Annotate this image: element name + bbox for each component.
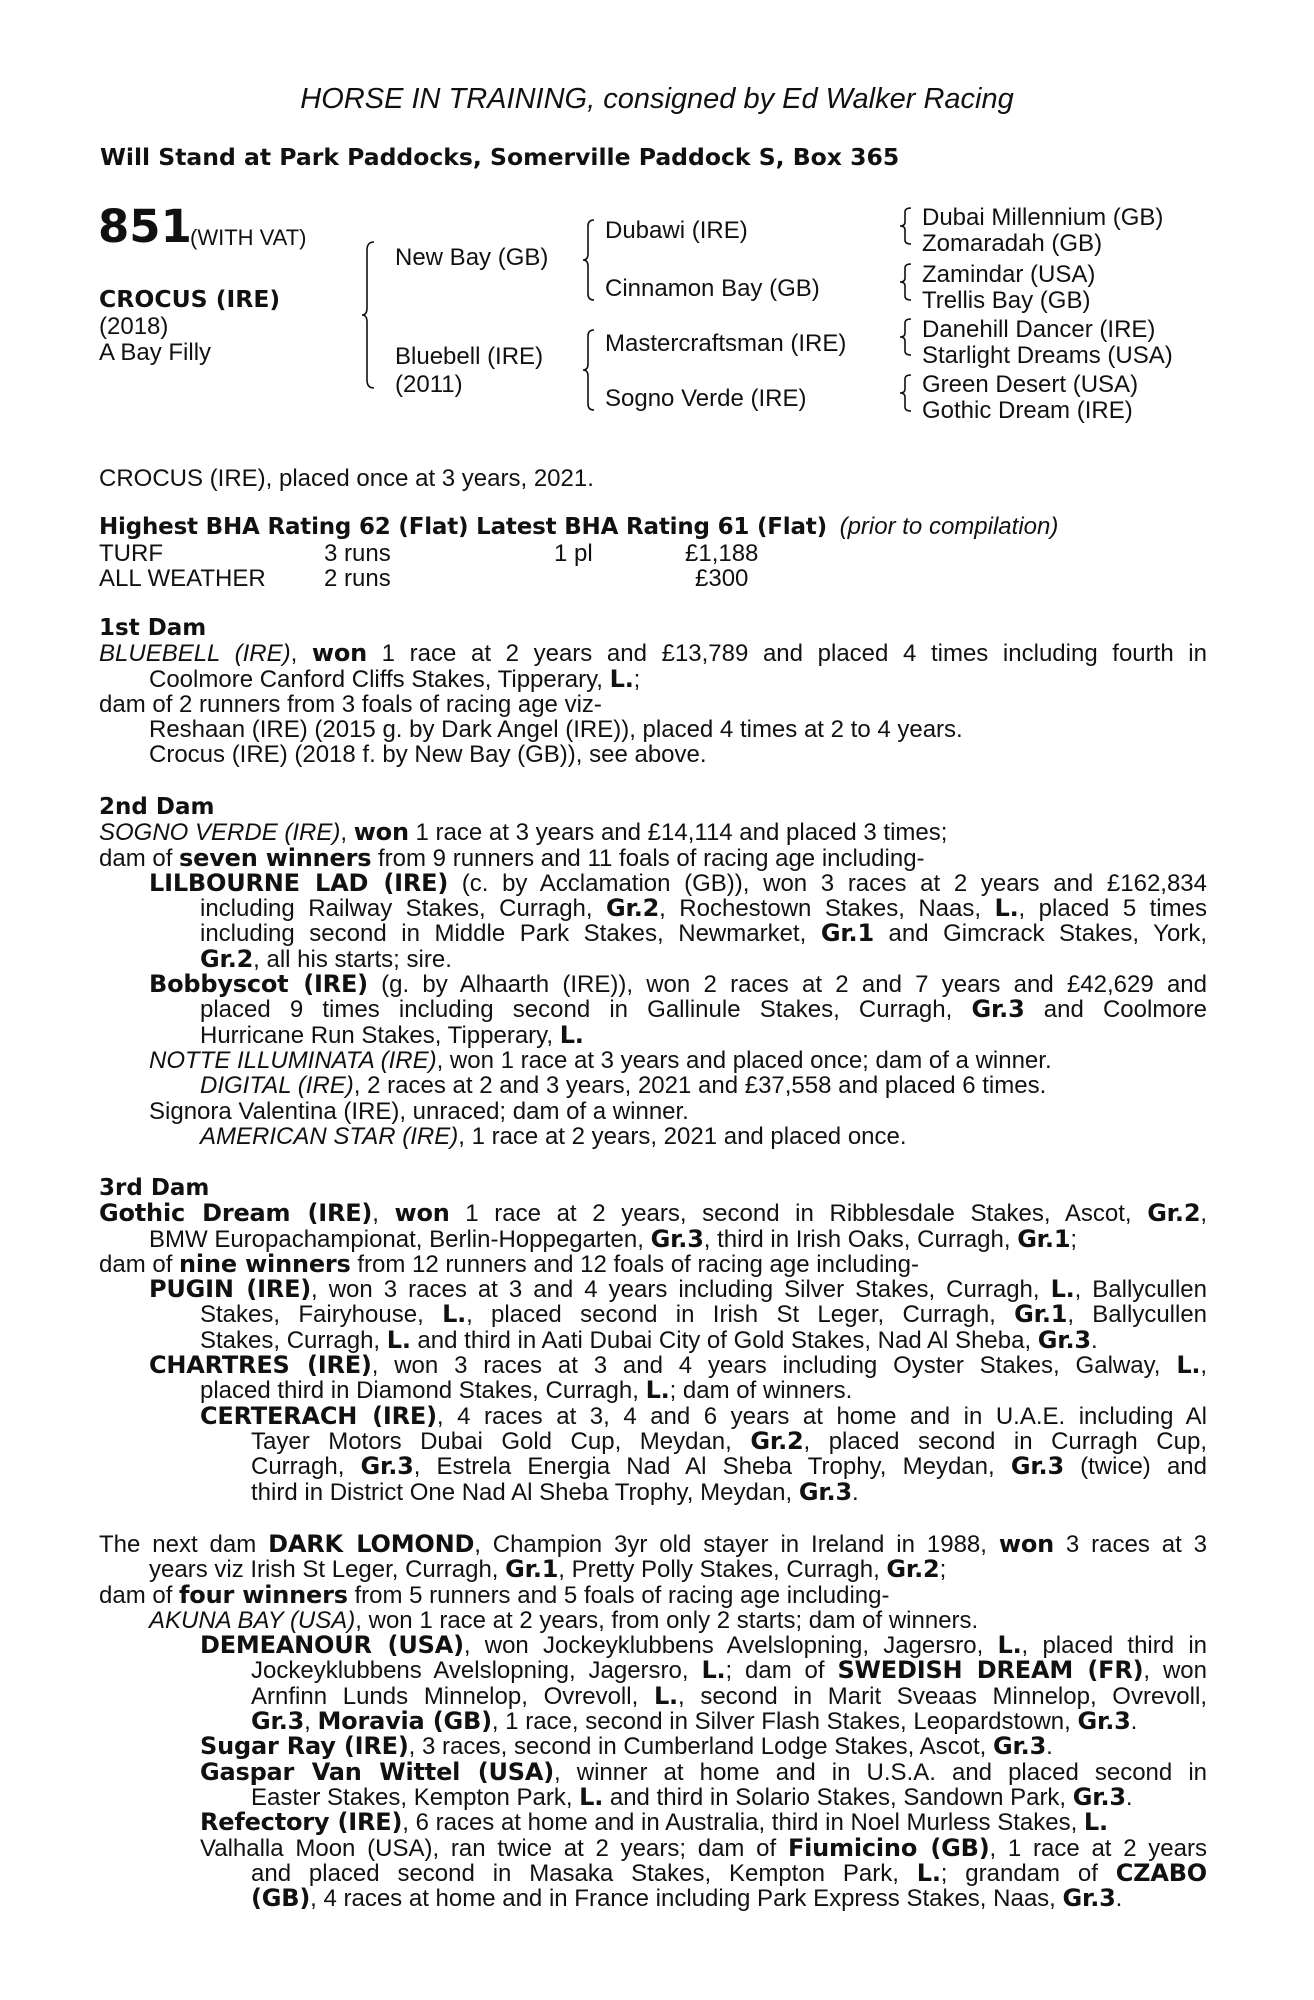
- bold-text: Refectory (IRE): [200, 1808, 403, 1837]
- produce-line: [99, 1302, 1207, 1327]
- first-dam-section: [99, 616, 1207, 768]
- italic-text: NOTTE ILLUMINATA (IRE): [149, 1046, 437, 1074]
- text-fragment: , Ballycullen: [1074, 1276, 1208, 1304]
- text-fragment: .: [1090, 1326, 1098, 1354]
- text-fragment: , Ballycullen: [1067, 1301, 1208, 1329]
- bold-text: Gr.3: [1077, 1707, 1131, 1736]
- text-fragment: The next dam: [99, 1531, 269, 1558]
- brace-g4: [899, 373, 913, 413]
- bold-text: Gr.1: [1014, 1300, 1068, 1329]
- text-fragment: Arnfinn Lunds Minnelop, Ovrevoll,: [251, 1682, 654, 1710]
- dam-line: [99, 1249, 1207, 1278]
- pedigree-sds: Zamindar (USA): [922, 261, 1096, 288]
- pedigree-dam-dam: Sogno Verde (IRE): [605, 385, 807, 412]
- page-title: HORSE IN TRAINING, consigned by Ed Walker Racing: [300, 83, 1014, 115]
- bold-text: CHARTRES (IRE): [149, 1351, 372, 1380]
- produce-line: [99, 1378, 1207, 1403]
- text-fragment: ; dam of: [725, 1657, 838, 1685]
- bold-text: L.: [997, 1631, 1022, 1660]
- produce-line: [99, 1401, 1207, 1430]
- produce-line: [99, 1426, 1207, 1455]
- bold-text: won: [311, 639, 368, 668]
- bold-text: L.: [559, 1020, 584, 1049]
- text-fragment: , placed second in Curragh Cup,: [803, 1427, 1207, 1455]
- text-fragment: , all his starts; sire.: [253, 945, 452, 973]
- text-fragment: , third in Irish Oaks, Curragh,: [703, 1225, 1018, 1253]
- produce-line: [99, 1658, 1207, 1683]
- text-fragment: , 4 races at home and in France including Park Express Stakes, Naas,: [310, 1885, 1063, 1913]
- italic-text: BLUEBELL (IRE): [99, 640, 291, 668]
- text-fragment: and placed second in Masaka Stakes, Kempton Park,: [251, 1859, 917, 1887]
- ratings-table: [99, 541, 799, 591]
- text-fragment: Easter Stakes, Kempton Park,: [251, 1783, 580, 1811]
- text-fragment: ;: [633, 665, 641, 693]
- bold-text: L.: [1176, 1351, 1201, 1380]
- italic-text: DIGITAL (IRE): [200, 1072, 354, 1100]
- text-fragment: 3 races at 3: [1054, 1531, 1207, 1558]
- italic-text: AKUNA BAY (USA): [149, 1606, 356, 1634]
- text-fragment: ,: [304, 1708, 318, 1736]
- pedigree-dsd: Starlight Dreams (USA): [922, 342, 1173, 369]
- pedigree-dds: Green Desert (USA): [922, 371, 1139, 398]
- ratings-heading-text: Highest BHA Rating 62 (Flat) Latest BHA Rating 61 (Flat): [99, 514, 827, 540]
- second-dam-section: [99, 795, 1207, 1149]
- text-fragment: , 3 races, second in Cumberland Lodge Stakes, Ascot,: [408, 1733, 993, 1761]
- third-dam-section: [99, 1176, 1207, 1505]
- produce-line: [99, 1325, 1207, 1354]
- dam-line: [99, 692, 1207, 717]
- bold-text: CERTERACH (IRE): [200, 1401, 437, 1430]
- text-fragment: .: [1046, 1733, 1053, 1761]
- next-dam-section: [99, 1532, 1207, 1911]
- bold-text: (GB): [251, 1884, 311, 1913]
- text-fragment: ,: [1200, 1352, 1208, 1380]
- text-fragment: ,: [340, 819, 354, 847]
- bold-text: Gr.3: [992, 1732, 1047, 1761]
- text-fragment: , won Jockeyklubbens Avelslopning, Jagersro,: [463, 1632, 998, 1660]
- text-fragment: (twice) and: [1063, 1453, 1208, 1481]
- bold-text: won: [353, 818, 409, 847]
- produce-line: [99, 868, 1207, 897]
- bold-text: DEMEANOUR (USA): [200, 1631, 464, 1660]
- bold-text: won: [998, 1530, 1054, 1558]
- text-fragment: from 9 runners and 11 foals of racing age including-: [371, 844, 925, 872]
- dam-line-brace: [582, 328, 596, 412]
- bold-text: Gr.3: [798, 1477, 852, 1506]
- dam-line: [99, 1201, 1207, 1226]
- ratings-placed: 1 pl: [554, 540, 593, 567]
- bold-text: Gr.3: [650, 1224, 704, 1253]
- pedigree-ddd: Gothic Dream (IRE): [922, 397, 1133, 424]
- dam-line: [99, 1224, 1207, 1253]
- pedigree-ssd: Zomaradah (GB): [922, 230, 1103, 257]
- pedigree-sdd: Trellis Bay (GB): [922, 287, 1091, 314]
- text-fragment: (g. by Alhaarth (IRE)), won 2 races at 2 and 7 years and £42,629 and: [367, 971, 1208, 999]
- pedigree-dam-year: (2011): [395, 371, 463, 398]
- pedigree-dam-sire: Mastercraftsman (IRE): [605, 330, 847, 357]
- text-fragment: placed third in Diamond Stakes, Curragh,: [200, 1377, 646, 1405]
- text-fragment: Tayer Motors Dubai Gold Cup, Meydan,: [251, 1427, 751, 1455]
- produce-line: [99, 1277, 1207, 1302]
- bold-text: DARK LOMOND: [268, 1530, 475, 1558]
- text-fragment: .: [1115, 1885, 1123, 1913]
- sire-line-brace: [582, 218, 596, 302]
- bold-text: L.: [916, 1858, 941, 1887]
- text-fragment: placed 9 times including second in Gallinule Stakes, Curragh,: [200, 996, 972, 1024]
- vat-note: (WITH VAT): [190, 225, 307, 250]
- section-heading: 3rd Dam: [99, 1175, 210, 1201]
- bold-text: Fiumicino (GB): [787, 1833, 990, 1862]
- pedigree-sire-dam: Cinnamon Bay (GB): [605, 275, 820, 302]
- text-fragment: .: [851, 1478, 859, 1506]
- text-fragment: , second in Marit Sveaas Minnelop, Ovrevoll,: [677, 1682, 1207, 1710]
- produce-line: [99, 1608, 1207, 1633]
- brace-g3: [899, 317, 913, 357]
- produce-line: [99, 1099, 1207, 1124]
- lot-number: 851: [98, 200, 192, 253]
- text-fragment: , won: [1143, 1657, 1207, 1685]
- text-fragment: , 1 race, second in Silver Flash Stakes, Leopardstown,: [491, 1708, 1078, 1736]
- text-fragment: , won 3 races at 3 and 4 years including Silver Stakes, Curragh,: [311, 1276, 1051, 1304]
- text-fragment: including Railway Stakes, Curragh,: [200, 895, 607, 923]
- text-fragment: , Champion 3yr old stayer in Ireland in 1988,: [474, 1531, 999, 1558]
- text-fragment: ,: [290, 640, 312, 668]
- ratings-prize: £300: [695, 565, 749, 592]
- text-fragment: , won 1 race at 3 years and placed once; dam of a winner.: [436, 1046, 1052, 1074]
- text-fragment: and Coolmore: [1024, 996, 1207, 1024]
- bold-text: Gr.2: [886, 1555, 940, 1584]
- bold-text: Gr.2: [750, 1426, 804, 1455]
- race-summary: CROCUS (IRE), placed once at 3 years, 2021.: [99, 465, 594, 492]
- bold-text: Gr.1: [1017, 1224, 1071, 1253]
- text-fragment: Jockeyklubbens Avelslopning, Jagersro,: [251, 1657, 702, 1685]
- text-fragment: .: [1125, 1783, 1133, 1811]
- ratings-prize: £1,188: [685, 540, 759, 567]
- ratings-heading: [99, 514, 1058, 539]
- ratings-surface: TURF: [99, 540, 163, 567]
- dam-line: [99, 1557, 1207, 1582]
- text-fragment: ,: [1200, 1200, 1207, 1228]
- ratings-runs: 2 runs: [324, 565, 391, 592]
- bold-text: LILBOURNE LAD (IRE): [149, 868, 449, 897]
- bold-text: L.: [386, 1325, 411, 1354]
- produce-line: [99, 1454, 1207, 1479]
- text-fragment: Hurricane Run Stakes, Tipperary,: [200, 1021, 560, 1049]
- text-fragment: including second in Middle Park Stakes, Newmarket,: [200, 920, 821, 948]
- bold-text: nine winners: [179, 1249, 351, 1278]
- bold-text: Gr.2: [200, 944, 254, 973]
- bold-text: Gothic Dream (IRE): [99, 1199, 373, 1228]
- text-fragment: ,: [372, 1200, 395, 1228]
- bold-text: Sugar Ray (IRE): [200, 1732, 409, 1761]
- bold-text: L.: [579, 1782, 604, 1811]
- text-fragment: .: [1130, 1708, 1138, 1736]
- dam-line: [99, 820, 1207, 845]
- text-fragment: dam of 2 runners from 3 foals of racing age viz-: [99, 690, 602, 718]
- text-fragment: 1 race at 2 years and £13,789 and placed 4 times including fourth in: [367, 640, 1207, 668]
- text-fragment: , Rochestown Stakes, Naas,: [659, 895, 995, 923]
- bold-text: CZABO: [1115, 1858, 1208, 1887]
- bold-text: Gr.3: [1062, 1884, 1116, 1913]
- dam-line: [99, 664, 1207, 693]
- text-fragment: , 6 races at home and in Australia, third in Noel Murless Stakes,: [402, 1809, 1084, 1837]
- bold-text: Gr.3: [1072, 1782, 1126, 1811]
- dam-line: [99, 1580, 1207, 1609]
- bold-text: Gaspar Van Wittel (USA): [200, 1757, 555, 1786]
- text-fragment: years viz Irish St Leger, Curragh,: [149, 1556, 506, 1584]
- bold-text: L.: [1083, 1808, 1108, 1837]
- bold-text: Gr.3: [1010, 1452, 1064, 1481]
- text-fragment: , 1 race at 2 years: [989, 1834, 1207, 1862]
- text-fragment: Crocus (IRE) (2018 f. by New Bay (GB)), see above.: [149, 741, 707, 769]
- dam-line: [99, 1532, 1207, 1557]
- produce-line: [99, 1886, 1207, 1911]
- text-fragment: (c. by Acclamation (GB)), won 3 races at 2 years and £162,834: [448, 869, 1207, 897]
- section-heading: 1st Dam: [99, 615, 207, 641]
- text-fragment: dam of: [99, 844, 180, 872]
- bold-text: Gr.1: [820, 919, 874, 948]
- produce-line: [99, 1020, 1207, 1049]
- produce-line: [99, 1073, 1207, 1098]
- text-fragment: , 1 race at 2 years, 2021 and placed once.: [458, 1122, 907, 1150]
- text-fragment: , won 3 races at 3 and 4 years including Oyster Stakes, Galway,: [371, 1352, 1177, 1380]
- bold-text: L.: [442, 1300, 467, 1329]
- text-fragment: ;: [1070, 1225, 1077, 1253]
- text-fragment: and third in Solario Stakes, Sandown Park,: [603, 1783, 1073, 1811]
- produce-line: [99, 1782, 1207, 1811]
- horse-year: (2018): [99, 313, 169, 340]
- bold-text: L.: [645, 1376, 670, 1405]
- produce-line: [99, 1353, 1207, 1378]
- produce-line: [99, 944, 1207, 973]
- section-heading: 2nd Dam: [99, 794, 215, 820]
- produce-line: [99, 972, 1207, 997]
- text-fragment: Coolmore Canford Cliffs Stakes, Tipperary,: [149, 665, 610, 693]
- brace-g2: [899, 262, 913, 302]
- text-fragment: , won 1 race at 2 years, from only 2 starts; dam of winners.: [355, 1606, 979, 1634]
- horse-name: CROCUS (IRE): [99, 285, 281, 313]
- pedigree-dam: Bluebell (IRE): [395, 343, 544, 370]
- text-fragment: and third in Aati Dubai City of Gold Stakes, Nad Al Sheba,: [410, 1326, 1038, 1354]
- produce-line: [99, 1709, 1207, 1734]
- bold-text: L.: [1050, 1275, 1075, 1304]
- produce-line: [99, 1810, 1207, 1835]
- produce-line: [99, 1757, 1207, 1786]
- text-fragment: Signora Valentina (IRE), unraced; dam of a winner.: [149, 1097, 689, 1125]
- ratings-surface: ALL WEATHER: [99, 565, 266, 592]
- text-fragment: , placed 5 times: [1018, 895, 1207, 923]
- text-fragment: , winner at home and in U.S.A. and placed second in: [554, 1758, 1207, 1786]
- produce-line: [99, 921, 1207, 946]
- produce-line: [99, 1858, 1208, 1887]
- text-fragment: third in District One Nad Al Sheba Trophy, Meydan,: [251, 1478, 799, 1506]
- produce-line: [99, 1048, 1207, 1073]
- bold-text: four winners: [179, 1580, 348, 1609]
- produce-line: [99, 1734, 1207, 1759]
- bold-text: Gr.1: [505, 1555, 559, 1584]
- text-fragment: Reshaan (IRE) (2015 g. by Dark Angel (IRE)), placed 4 times at 2 to 4 years.: [149, 716, 963, 744]
- bold-text: Gr.3: [251, 1707, 305, 1736]
- text-fragment: from 5 runners and 5 foals of racing age including-: [347, 1581, 890, 1609]
- brace-g1: [899, 206, 913, 246]
- produce-line: [99, 1633, 1207, 1658]
- bold-text: SWEDISH DREAM (FR): [837, 1656, 1144, 1685]
- text-fragment: , placed second in Irish St Leger, Curragh,: [466, 1301, 1015, 1329]
- text-fragment: 1 race at 2 years, second in Ribblesdale Stakes, Ascot,: [449, 1200, 1148, 1228]
- bold-text: PUGIN (IRE): [149, 1275, 312, 1304]
- produce-line: [99, 1124, 1207, 1149]
- bold-text: L.: [653, 1681, 678, 1710]
- stand-location: Will Stand at Park Paddocks, Somerville Paddock S, Box 365: [100, 143, 900, 171]
- bold-text: L.: [609, 664, 634, 693]
- text-fragment: ;: [939, 1556, 947, 1584]
- text-fragment: ; grandam of: [940, 1859, 1116, 1887]
- text-fragment: Stakes, Fairyhouse,: [200, 1301, 443, 1329]
- horse-description: A Bay Filly: [99, 339, 212, 366]
- produce-line: [99, 896, 1207, 921]
- text-fragment: ; dam of winners.: [669, 1377, 853, 1405]
- sire-dam-brace: [361, 240, 377, 390]
- text-fragment: Valhalla Moon (USA), ran twice at 2 years; dam of: [200, 1834, 788, 1862]
- bold-text: Gr.2: [606, 894, 660, 923]
- bold-text: L.: [994, 894, 1019, 923]
- bold-text: seven winners: [179, 843, 372, 872]
- dam-line: [99, 641, 1207, 666]
- text-fragment: , 4 races at 3, 4 and 6 years at home and in U.A.E. including Al: [436, 1402, 1207, 1430]
- bold-text: Moravia (GB): [317, 1707, 492, 1736]
- produce-line: [99, 1833, 1207, 1862]
- produce-line: [99, 742, 1207, 767]
- text-fragment: Curragh,: [251, 1453, 361, 1481]
- bold-text: L.: [701, 1656, 726, 1685]
- bold-text: Gr.2: [1147, 1199, 1201, 1228]
- bold-text: Gr.3: [971, 995, 1025, 1024]
- bold-text: Bobbyscot (IRE): [149, 970, 368, 999]
- text-fragment: dam of: [99, 1581, 180, 1609]
- pedigree-sire: New Bay (GB): [395, 244, 549, 271]
- text-fragment: and Gimcrack Stakes, York,: [873, 920, 1207, 948]
- pedigree-dss: Danehill Dancer (IRE): [922, 316, 1156, 343]
- italic-text: AMERICAN STAR (IRE): [200, 1122, 459, 1150]
- pedigree-sire-sire: Dubawi (IRE): [605, 217, 748, 244]
- produce-line: [99, 717, 1207, 742]
- text-fragment: dam of: [99, 1250, 180, 1278]
- text-fragment: BMW Europachampionat, Berlin-Hoppegarten,: [149, 1225, 651, 1253]
- ratings-runs: 3 runs: [324, 540, 391, 567]
- text-fragment: from 12 runners and 12 foals of racing age including-: [350, 1250, 919, 1278]
- bold-text: Gr.3: [360, 1452, 414, 1481]
- produce-line: [99, 997, 1207, 1022]
- text-fragment: Stakes, Curragh,: [200, 1326, 387, 1354]
- dam-line: [99, 843, 1207, 872]
- produce-line: [99, 1681, 1207, 1710]
- italic-text: SOGNO VERDE (IRE): [99, 819, 341, 847]
- produce-line: [99, 1477, 1207, 1506]
- pedigree-sss: Dubai Millennium (GB): [922, 204, 1164, 231]
- text-fragment: , placed third in: [1021, 1632, 1208, 1660]
- text-fragment: 1 race at 3 years and £14,114 and placed 3 times;: [408, 819, 948, 847]
- text-fragment: , Estrela Energia Nad Al Sheba Trophy, Meydan,: [413, 1453, 1011, 1481]
- bold-text: won: [394, 1199, 450, 1228]
- ratings-note: (prior to compilation): [839, 513, 1059, 540]
- text-fragment: , Pretty Polly Stakes, Curragh,: [558, 1556, 887, 1584]
- text-fragment: , 2 races at 2 and 3 years, 2021 and £37,558 and placed 6 times.: [353, 1072, 1047, 1100]
- bold-text: Gr.3: [1037, 1325, 1091, 1354]
